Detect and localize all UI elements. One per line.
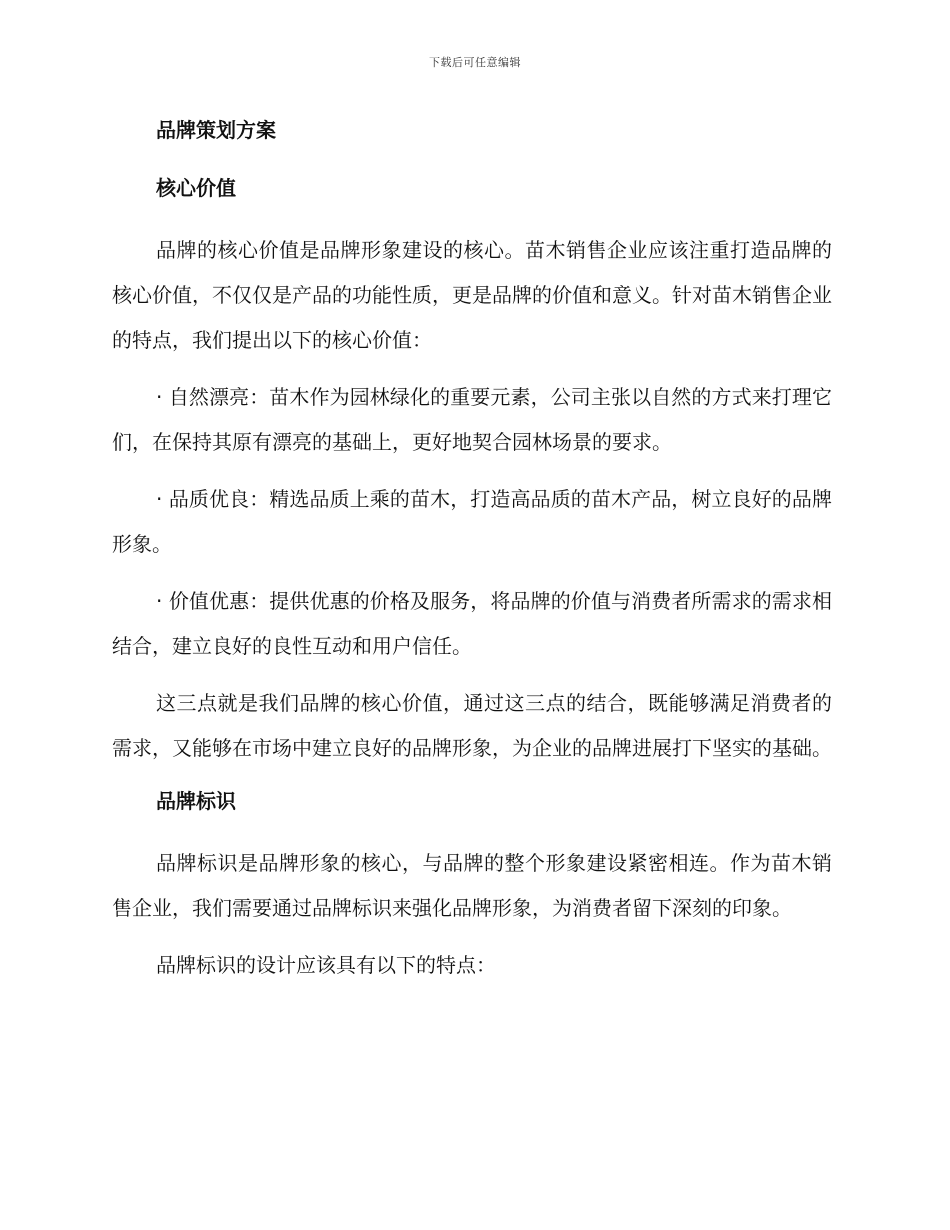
document-title: 品牌策划方案 xyxy=(156,118,276,142)
paragraph: 这三点就是我们品牌的核心价值，通过这三点的结合，既能够满足消费者的需求，又能够在市场中建立良好的品牌形象，为企业的品牌进展打下坚实的基础。 xyxy=(112,691,832,760)
section-heading-core-value: 核心价值 xyxy=(156,176,236,200)
section-heading-brand-logo: 品牌标识 xyxy=(156,789,236,813)
paragraph: 品牌的核心价值是品牌形象建设的核心。苗木销售企业应该注重打造品牌的核心价值，不仅仅是产品的功能性质，更是品牌的价值和意义。针对苗木销售企业的特点，我们提出以下的核心价值： xyxy=(112,238,832,352)
bullet-item-value: · 价值优惠：提供优惠的价格及服务，将品牌的价值与消费者所需求的需求相结合，建立良好的良性互动和用户信任。 xyxy=(112,589,832,658)
bullet-item-quality: · 品质优良：精选品质上乘的苗木，打造高品质的苗木产品，树立良好的品牌形象。 xyxy=(112,487,832,556)
page-header-note: 下载后可任意编辑 xyxy=(429,56,521,69)
document-body xyxy=(112,112,832,1000)
paragraph: 品牌标识是品牌形象的核心，与品牌的整个形象建设紧密相连。作为苗木销售企业，我们需要通过品牌标识来强化品牌形象，为消费者留下深刻的印象。 xyxy=(112,851,832,920)
bullet-item-natural-beauty: · 自然漂亮：苗木作为园林绿化的重要元素，公司主张以自然的方式来打理它们，在保持其原有漂亮的基础上，更好地契合园林场景的要求。 xyxy=(112,385,832,454)
paragraph: 品牌标识的设计应该具有以下的特点： xyxy=(156,953,496,977)
